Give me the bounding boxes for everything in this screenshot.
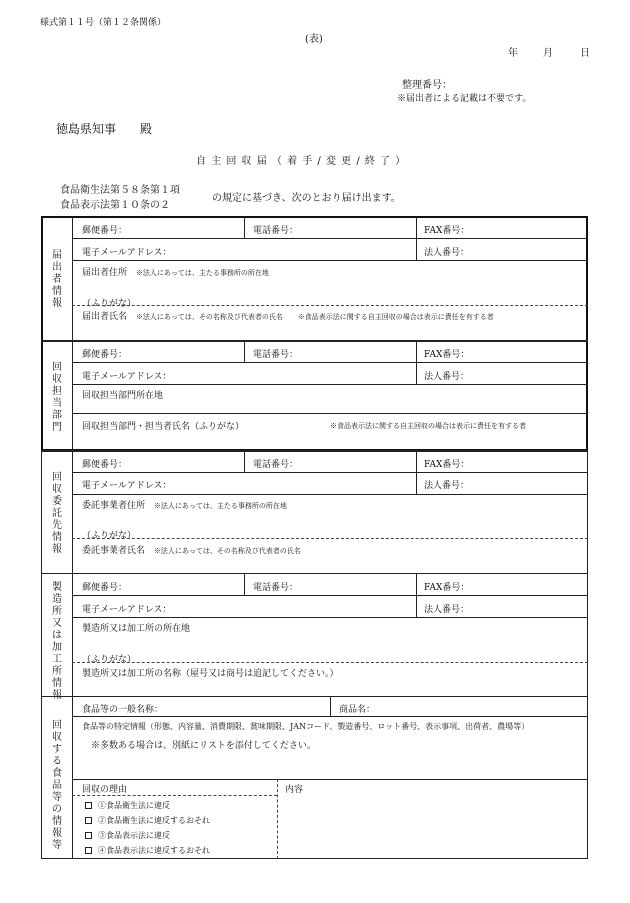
contractor-section-label: 回収委託先情報	[52, 472, 62, 555]
factory-name[interactable]: 製造所又は加工所の名称（屋号又は商号は追記してください。）	[82, 669, 339, 679]
form-number: 様式第１１号（第１２条関係）	[40, 18, 167, 28]
factory-location[interactable]: 製造所又は加工所の所在地	[82, 624, 191, 634]
checkbox-icon[interactable]	[85, 847, 92, 854]
reason-option-4[interactable]	[85, 845, 210, 856]
factory-email[interactable]: 電子メールアドレス：	[82, 605, 172, 615]
dept-section-label: 回収担当部門	[52, 362, 62, 433]
contractor-phone[interactable]: 電話番号：	[253, 460, 299, 470]
notifier-fax[interactable]: FAX番号：	[424, 226, 470, 236]
notifier-address[interactable]	[82, 265, 269, 278]
notifier-postal[interactable]: 郵便番号：	[82, 226, 128, 236]
factory-fax[interactable]: FAX番号：	[424, 583, 470, 593]
food-many-note: ※多数ある場合は、別紙にリストを添付してください。	[91, 741, 316, 751]
addressee: 徳島県知事 殿	[56, 122, 153, 136]
dept-person-note: ※食品表示法に関する自主回収の場合は表示に責任を有する者	[330, 422, 526, 430]
side-label: (表)	[305, 34, 323, 45]
notifier-name-label: 届出者氏名	[82, 312, 128, 322]
contractor-name-note: ※法人にあっては、その名称及び代表者の氏名	[153, 547, 301, 555]
reference-number-note: ※届出者による記載は不要です。	[397, 94, 532, 104]
contractor-name-label: 委託事業者氏名	[82, 546, 146, 556]
reason-option-2[interactable]	[85, 815, 210, 826]
law-line-1: 食品衛生法第５８条第１項	[60, 185, 180, 196]
dept-corp-number[interactable]: 法人番号：	[424, 372, 470, 382]
contractor-furigana: （ふりがな）	[82, 531, 137, 541]
notifier-section-label: 届出者情報	[52, 250, 62, 309]
dept-location[interactable]: 回収担当部門所在地	[82, 391, 164, 401]
notifier-address-note: ※法人にあっては、主たる事務所の所在地	[135, 269, 269, 277]
reason-option-4-label: ④食品表示法に違反するおそれ	[98, 846, 210, 855]
recall-reason-header: 回収の理由	[82, 785, 128, 795]
law-line-2: 食品表示法第１０条の２	[60, 200, 170, 211]
form-title: 自 主 回 収 届 （ 着 手 / 変 更 / 終 了 ）	[196, 156, 407, 167]
contractor-name[interactable]	[82, 543, 301, 556]
notifier-email[interactable]: 電子メールアドレス：	[82, 248, 172, 258]
food-general-name[interactable]: 食品等の一般名称：	[82, 705, 164, 715]
reason-option-3-label: ③食品表示法に違反	[98, 831, 170, 840]
food-specific-info[interactable]: 食品等の特定情報（形態、内容量、消費期限、賞味期限、JANコード、製造番号、ロット番号、表示事項、出荷者、農場等）	[82, 722, 530, 731]
reference-number-label: 整理番号：	[402, 80, 452, 91]
contractor-email[interactable]: 電子メールアドレス：	[82, 481, 172, 491]
dept-fax[interactable]: FAX番号：	[424, 350, 470, 360]
checkbox-icon[interactable]	[85, 817, 92, 824]
reason-option-3[interactable]	[85, 830, 170, 841]
contractor-postal[interactable]: 郵便番号：	[82, 460, 128, 470]
factory-section-label: 製造所又は加工所情報	[52, 582, 62, 701]
dept-email[interactable]: 電子メールアドレス：	[82, 372, 172, 382]
checkbox-icon[interactable]	[85, 802, 92, 809]
dept-phone[interactable]: 電話番号：	[253, 350, 299, 360]
contractor-address-label: 委託事業者住所	[82, 501, 146, 511]
reason-option-1[interactable]	[85, 800, 170, 811]
recall-content-header: 内容	[285, 785, 304, 795]
contractor-corp-number[interactable]: 法人番号：	[424, 481, 470, 491]
factory-corp-number[interactable]: 法人番号：	[424, 605, 470, 615]
dept-person[interactable]: 回収担当部門・担当者氏名（ふりがな）	[82, 422, 245, 432]
date-day: 日	[580, 48, 590, 59]
reason-option-1-label: ①食品衛生法に違反	[98, 801, 170, 810]
notifier-furigana: （ふりがな）	[82, 299, 137, 309]
date-year: 年	[508, 48, 518, 59]
factory-phone[interactable]: 電話番号：	[253, 583, 299, 593]
checkbox-icon[interactable]	[85, 832, 92, 839]
factory-furigana: （ふりがな）	[82, 655, 137, 665]
food-section-label: 回収する食品等の情報等	[52, 720, 62, 851]
dept-postal[interactable]: 郵便番号：	[82, 350, 128, 360]
notifier-phone[interactable]: 電話番号：	[253, 226, 299, 236]
notifier-corp-number[interactable]: 法人番号：	[424, 248, 470, 258]
date-month: 月	[543, 48, 553, 59]
contractor-fax[interactable]: FAX番号：	[424, 460, 470, 470]
contractor-address-note: ※法人にあっては、主たる事務所の所在地	[153, 502, 287, 510]
food-product-name[interactable]: 商品名：	[339, 705, 376, 715]
factory-postal[interactable]: 郵便番号：	[82, 583, 128, 593]
notifier-name[interactable]	[82, 309, 494, 322]
contractor-address[interactable]	[82, 498, 287, 511]
notifier-address-label: 届出者住所	[82, 268, 128, 278]
notifier-name-note: ※法人にあっては、その名称及び代表者の氏名	[135, 313, 283, 321]
law-tail: の規定に基づき、次のとおり届け出ます。	[212, 193, 401, 204]
reason-option-2-label: ②食品衛生法に違反するおそれ	[98, 816, 210, 825]
notifier-name-note-2: ※食品表示法に関する自主回収の場合は表示に責任を有する者	[297, 313, 494, 321]
